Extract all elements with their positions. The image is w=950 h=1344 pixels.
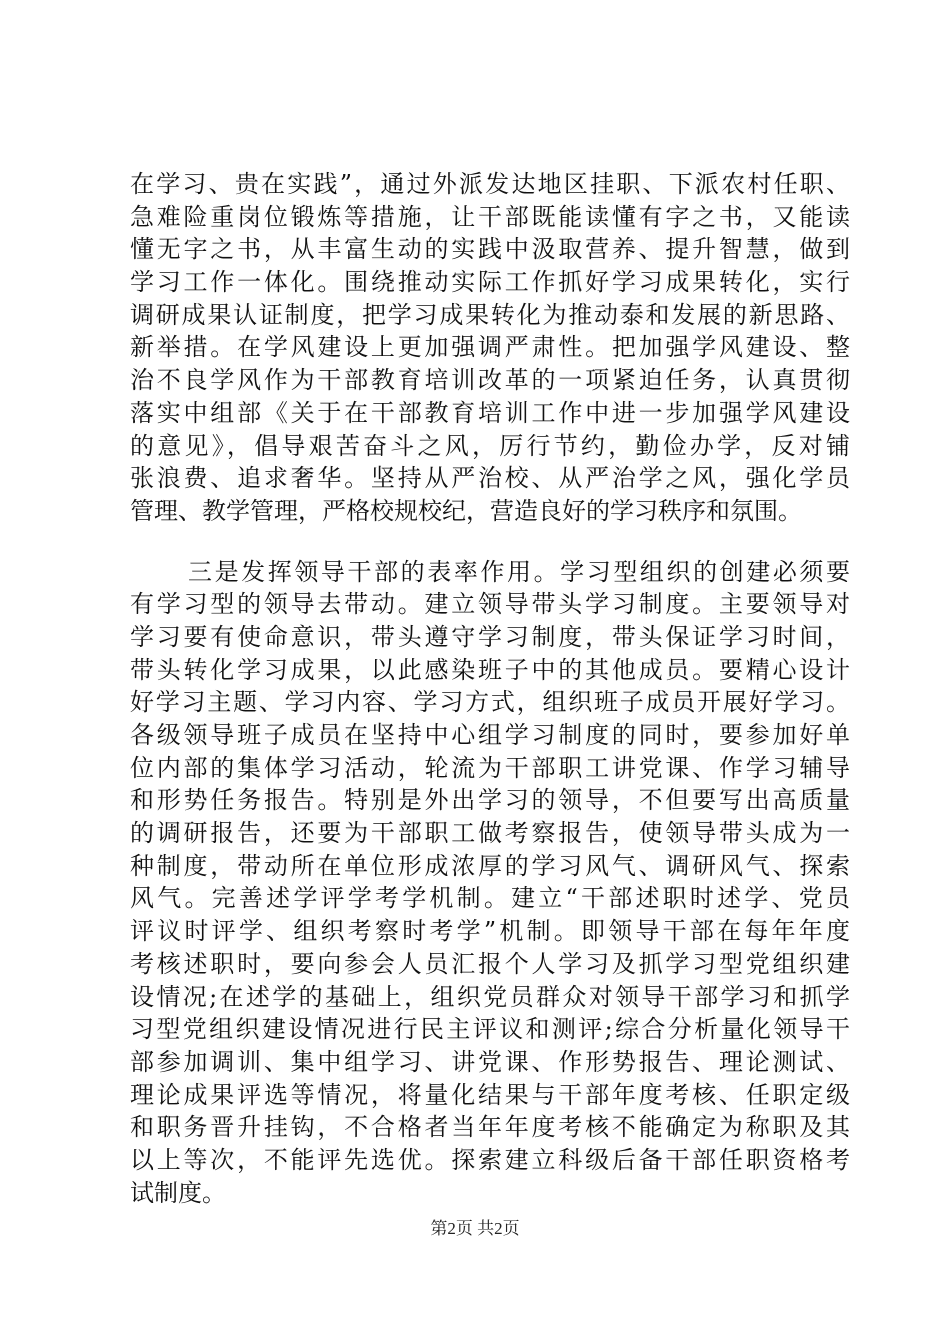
text-line: 的意见》，倡导艰苦奋斗之风，厉行节约，勤俭办学，反对铺 bbox=[130, 431, 850, 460]
text-line: 和职务晋升挂钩，不合格者当年年度考核不能确定为称职及其 bbox=[130, 1113, 850, 1142]
text-line: 种制度，带动所在单位形成浓厚的学习风气、调研风气、探索 bbox=[130, 851, 850, 880]
paragraph-1 bbox=[130, 168, 850, 528]
text-line: 好学习主题、学习内容、学习方式，组织班子成员开展好学习。 bbox=[130, 688, 850, 717]
document-body bbox=[130, 168, 850, 1209]
page-footer: 第2页 共2页 bbox=[430, 1219, 520, 1238]
text-line: 和形势任务报告。特别是外出学习的领导，不但要写出高质量 bbox=[130, 786, 850, 815]
text-line: 的调研报告，还要为干部职工做考察报告，使领导带头成为一 bbox=[130, 819, 850, 848]
text-line: 部参加调训、集中组学习、讲党课、作形势报告、理论测试、 bbox=[130, 1047, 850, 1076]
text-line: 以上等次，不能评先选优。探索建立科级后备干部任职资格考 bbox=[130, 1145, 850, 1174]
text-line: 调研成果认证制度，把学习成果转化为推动泰和发展的新思路、 bbox=[130, 300, 850, 329]
paragraph-2 bbox=[130, 556, 850, 1210]
text-line: 管理、教学管理，严格校规校纪，营造良好的学习秩序和氛围。 bbox=[130, 496, 802, 525]
paragraph-gap bbox=[130, 528, 850, 556]
text-line: 治不良学风作为干部教育培训改革的一项紧迫任务，认真贯彻 bbox=[130, 366, 850, 395]
text-line: 习型党组织建设情况进行民主评议和测评;综合分析量化领导干 bbox=[130, 1015, 850, 1044]
text-line: 试制度。 bbox=[130, 1178, 226, 1207]
text-line: 带头转化学习成果，以此感染班子中的其他成员。要精心设计 bbox=[130, 655, 850, 684]
text-line: 懂无字之书，从丰富生动的实践中汲取营养、提升智慧，做到 bbox=[130, 235, 850, 264]
text-line: 考核述职时，要向参会人员汇报个人学习及抓学习型党组织建 bbox=[130, 949, 850, 978]
text-line: 设情况;在述学的基础上，组织党员群众对领导干部学习和抓学 bbox=[130, 982, 850, 1011]
text-line: 有学习型的领导去带动。建立领导带头学习制度。主要领导对 bbox=[130, 590, 850, 619]
text-line: 三是发挥领导干部的表率作用。学习型组织的创建必须要 bbox=[188, 557, 850, 586]
text-line: 风气。完善述学评学考学机制。建立“干部述职时述学、党员 bbox=[130, 884, 850, 913]
text-line: 急难险重岗位锻炼等措施，让干部既能读懂有字之书，又能读 bbox=[130, 202, 850, 231]
text-line: 评议时评学、组织考察时考学”机制。即领导干部在每年年度 bbox=[130, 917, 850, 946]
text-line: 位内部的集体学习活动，轮流为干部职工讲党课、作学习辅导 bbox=[130, 753, 850, 782]
text-line: 在学习、贵在实践”，通过外派发达地区挂职、下派农村任职、 bbox=[130, 170, 850, 198]
text-line: 落实中组部《关于在干部教育培训工作中进一步加强学风建设 bbox=[130, 398, 850, 427]
text-line: 学习要有使命意识，带头遵守学习制度，带头保证学习时间， bbox=[130, 622, 850, 651]
text-line: 各级领导班子成员在坚持中心组学习制度的同时，要参加好单 bbox=[130, 721, 850, 749]
text-line: 张浪费、追求奢华。坚持从严治校、从严治学之风，强化学员 bbox=[130, 464, 850, 493]
text-line: 理论成果评选等情况，将量化结果与干部年度考核、任职定级 bbox=[130, 1080, 850, 1109]
text-line: 新举措。在学风建设上更加强调严肃性。把加强学风建设、整 bbox=[130, 333, 850, 362]
text-line: 学习工作一体化。围绕推动实际工作抓好学习成果转化，实行 bbox=[130, 268, 850, 297]
